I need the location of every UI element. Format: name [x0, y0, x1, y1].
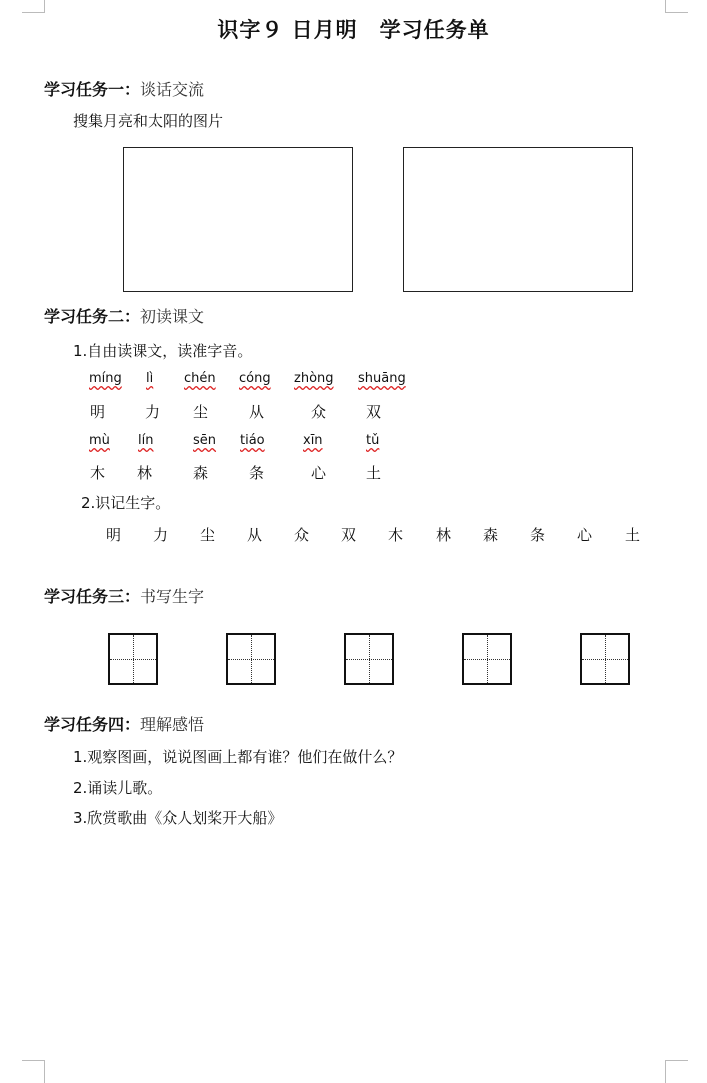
pinyin: cóng [239, 371, 271, 386]
hanzi: 尘 [193, 403, 209, 421]
hanzi: 木 [388, 526, 404, 544]
pinyin: míng [89, 371, 122, 386]
hanzi: 从 [247, 526, 263, 544]
hanzi: 条 [249, 464, 265, 482]
writing-grid-box[interactable] [226, 633, 276, 685]
task2-item1: 1.自由读课文，读准字音。 [73, 342, 253, 360]
hanzi: 林 [436, 526, 452, 544]
pinyin: tiáo [240, 433, 265, 448]
task2-heading [44, 304, 204, 327]
pinyin: sēn [193, 433, 217, 448]
task4-item3: 3.欣赏歌曲《众人划桨开大船》 [73, 809, 283, 827]
hanzi: 森 [483, 526, 499, 544]
writing-grid-box[interactable] [462, 633, 512, 685]
task3-heading [44, 584, 204, 607]
hanzi: 心 [577, 526, 593, 544]
hanzi: 明 [106, 526, 122, 544]
pinyin: chén [184, 371, 216, 386]
page-corner-mark [665, 0, 688, 13]
task3-label: 学习任务三： [44, 587, 141, 606]
writing-grid-box[interactable] [108, 633, 158, 685]
hanzi: 土 [625, 526, 641, 544]
document-title: 识字９ 日月明 学习任务单 [217, 18, 490, 42]
task4-label: 学习任务四： [44, 715, 141, 734]
task1-label: 学习任务一： [44, 80, 141, 99]
hanzi: 众 [294, 526, 310, 544]
writing-grid-box[interactable] [344, 633, 394, 685]
task4-subtitle: 理解感悟 [140, 715, 205, 734]
pinyin: tǔ [366, 433, 380, 448]
hanzi: 森 [193, 464, 209, 482]
moon-picture-box [123, 147, 353, 292]
hanzi: 条 [530, 526, 546, 544]
hanzi: 力 [145, 403, 161, 421]
hanzi: 力 [153, 526, 169, 544]
pinyin: lì [146, 371, 154, 386]
task3-subtitle: 书写生字 [140, 587, 205, 606]
task2-subtitle: 初读课文 [140, 307, 205, 326]
writing-grid-box[interactable] [580, 633, 630, 685]
page-corner-mark [22, 0, 45, 13]
hanzi: 尘 [200, 526, 216, 544]
task4-item2: 2.诵读儿歌。 [73, 779, 163, 797]
hanzi: 众 [311, 403, 327, 421]
hanzi: 心 [311, 464, 327, 482]
task1-subtitle: 谈话交流 [140, 80, 205, 99]
pinyin: mù [89, 433, 110, 448]
hanzi: 从 [249, 403, 265, 421]
task1-instruction: 搜集月亮和太阳的图片 [73, 112, 224, 130]
page-corner-mark [22, 1060, 45, 1083]
pinyin: xīn [303, 433, 323, 448]
task2-label: 学习任务二： [44, 307, 141, 326]
hanzi: 双 [341, 526, 357, 544]
hanzi: 双 [366, 403, 382, 421]
task2-item2: 2.识记生字。 [81, 494, 171, 512]
pinyin: shuāng [358, 371, 406, 386]
page-corner-mark [665, 1060, 688, 1083]
task4-item1: 1.观察图画，说说图画上都有谁？他们在做什么？ [73, 748, 403, 766]
hanzi: 明 [90, 403, 106, 421]
hanzi: 木 [90, 464, 106, 482]
pinyin: zhòng [294, 371, 334, 386]
sun-picture-box [403, 147, 633, 292]
task4-heading [44, 712, 204, 735]
pinyin: lín [138, 433, 154, 448]
hanzi: 林 [137, 464, 153, 482]
task1-heading [44, 77, 204, 100]
hanzi: 土 [366, 464, 382, 482]
